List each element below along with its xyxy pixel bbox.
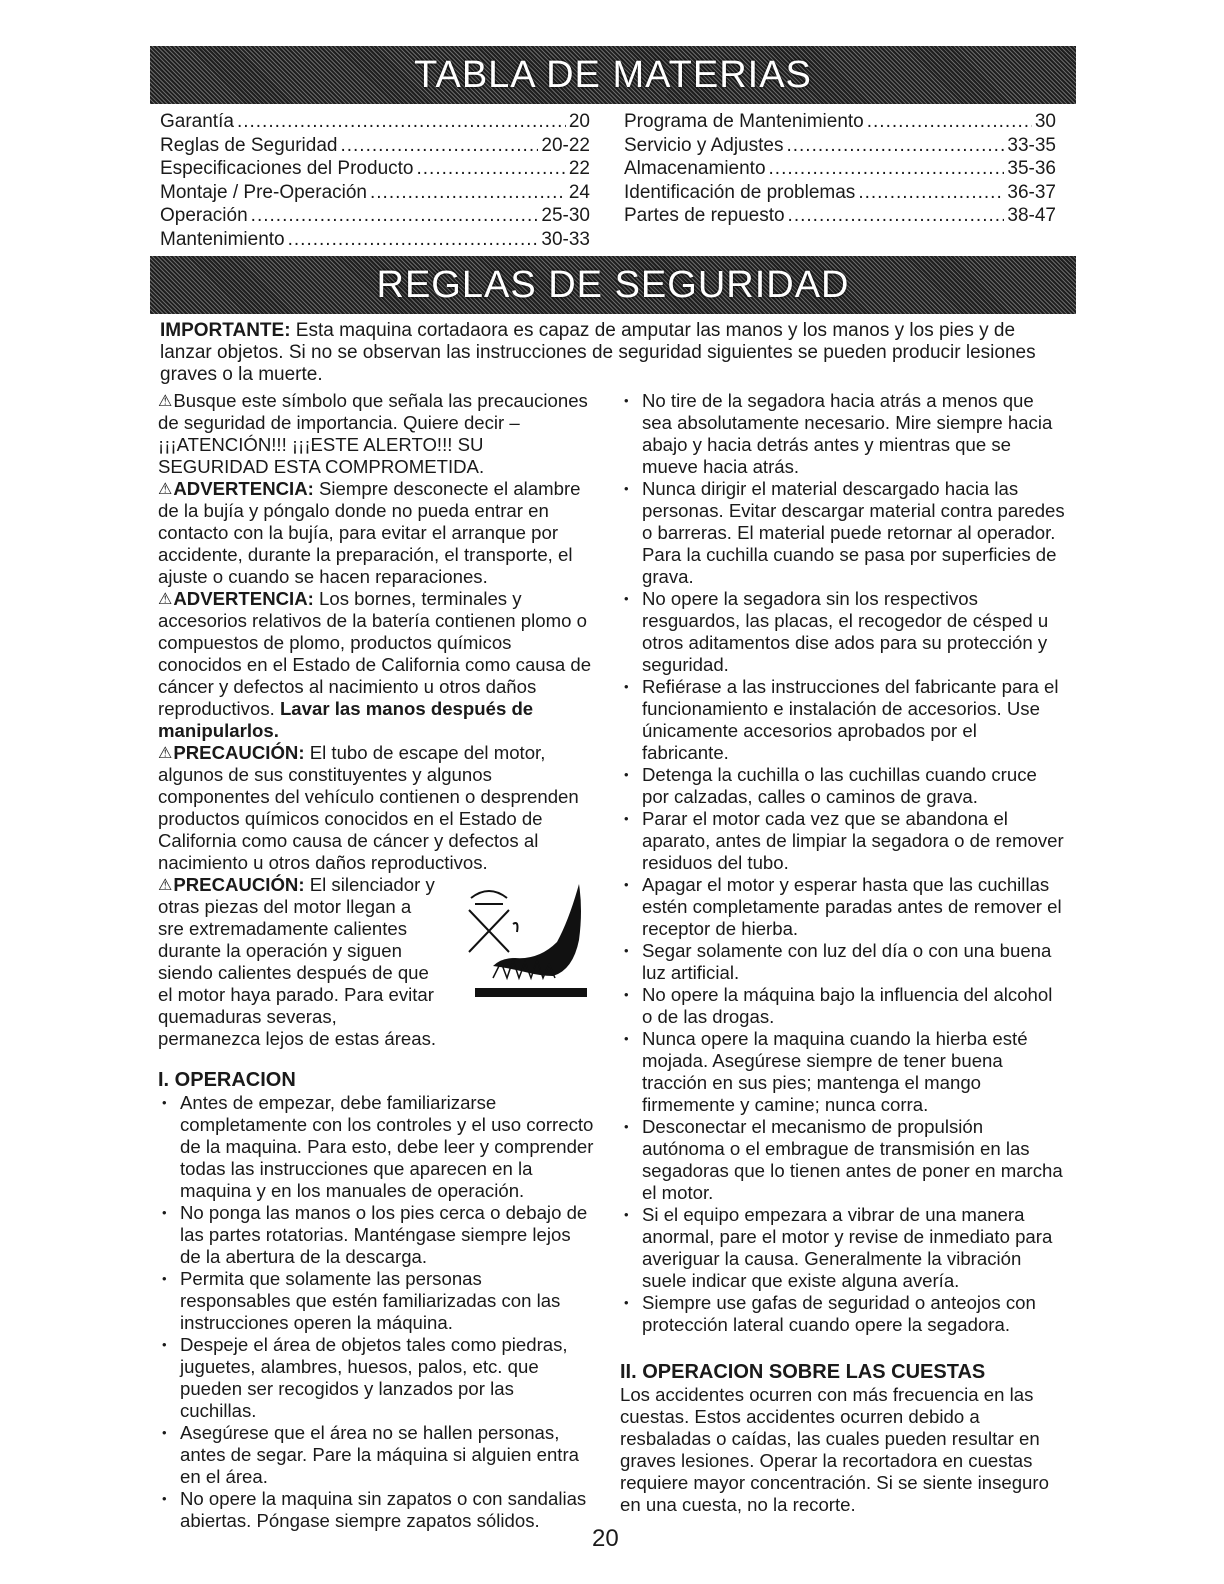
warning-battery: ⚠ADVERTENCIA: Los bornes, terminales y accesorios relativos de la batería contienen plomo o compuestos de plomo, productos químicos conocidos en el Estado de California como causa de cáncer y defectos al nacimiento u otros daños reproductivos. Lavar las manos después de manipularlos. [158,588,592,741]
list-item: • No opere la maquina sin zapatos o con sandalias abiertas. Póngase siempre zapatos sólidos. [158,1488,594,1532]
list-item: • Siempre use gafas de seguridad o anteojos con protección lateral cuando opere la segadora. [620,1292,1066,1336]
list-item: • No tire de la segadora hacia atrás a menos que sea absolutamente necesario. Mire siempre hacia abajo y hacia detrás antes y mientras que se mueve hacia atrás. [620,390,1066,478]
list-item: • Refiérase a las instrucciones del fabricante para el funcionamiento e instalación de accesorios. Use únicamente accesorios aprobados por el fabricante. [620,676,1066,764]
important-notice: IMPORTANTE: Esta maquina cortadaora es capaz de amputar las manos y los manos y los pies y de lanzar objetos. Si no se observan las instrucciones de seguridad siguientes se pueden producir lesiones graves o la muerte. [160,320,1036,385]
list-item: • Permita que solamente las personas responsables que estén familiarizadas con las instrucciones operen la máquina. [158,1268,594,1334]
toc-entry: Servicio y Adjustes ..... 33-35 [624,134,1056,158]
warning-triangle-icon: ⚠ [158,591,173,608]
warning-triangle-icon: ⚠ [158,481,173,498]
list-item: • Desconectar el mecanismo de propulsión autónoma o el embrague de transmisión en las segadoras que lo tienen antes de poner en marcha el motor. [620,1116,1066,1204]
list-item: • No opere la segadora sin los respectivos resguardos, las placas, el recogedor de césped u otros aditamentos dise ados para su protección y seguridad. [620,588,1066,676]
hot-surface-hand-icon [453,880,593,1008]
operacion-list-continued [620,390,1066,1336]
warning-spark-plug: ⚠ADVERTENCIA: Siempre desconecte el alambre de la bujía y póngalo donde no pueda entrar en contacto con la bujía, para evitar el arranque por accidente, durante la preparación, el transporte, el ajuste o cuando se hacen reparaciones. [158,478,581,587]
list-item: • Si el equipo empezara a vibrar de una manera anormal, pare el motor y revise de inmediato para averiguar la causa. Generalmente la vibración suele indicar que existe alguna avería. [620,1204,1066,1292]
section-heading-cuestas: II. OPERACION SOBRE LAS CUESTAS [620,1361,986,1383]
page-number: 20 [592,1525,619,1552]
operacion-list [158,1092,594,1532]
toc-entry: Reglas de Seguridad ..... 20-22 [160,134,590,158]
toc-entry: Montaje / Pre-Operación ..... 24 [160,181,590,205]
list-item: • Nunca dirigir el material descargado hacia las personas. Evitar descargar material contra paredes o barreras. El material puede retornar al operador. Para la cuchilla cuando se pasa por superficies de grava. [620,478,1066,588]
toc-entry: Garantía ..... 20 [160,110,590,134]
cuestas-paragraph: Los accidentes ocurren con más frecuencia en las cuestas. Estos accidentes ocurren debido a resbaladas o caídas, las cuales pueden resultar en graves lesiones. Operar la recortadora en cuestas requiere mayor concentración. Si se siente inseguro en una cuesta, no la recorte. [620,1384,1049,1515]
toc-entry: Partes de repuesto ..... 38-47 [624,204,1056,228]
list-item: • Detenga la cuchilla o las cuchillas cuando cruce por calzadas, calles o caminos de grava. [620,764,1066,808]
toc-entry: Mantenimiento ..... 30-33 [160,228,590,252]
list-item: • No opere la máquina bajo la influencia del alcohol o de las drogas. [620,984,1066,1028]
symbol-explanation: ⚠Busque este símbolo que señala las precauciones de seguridad de importancia. Quiere decir – ¡¡¡ATENCIÓN!!! ¡¡¡ESTE ALERTO!!! SU SEGURIDAD ESTA COMPROMETIDA. [158,390,588,477]
list-item: • Despeje el área de objetos tales como piedras, juguetes, alambres, huesos, palos, etc. que pueden ser recogidos y lanzados por las cuchillas. [158,1334,594,1422]
caution-exhaust: ⚠PRECAUCIÓN: El tubo de escape del motor, algunos de sus constituyentes y algunos componentes del vehículo contienen o desprenden productos químicos conocidos en el Estado de California como causa de cáncer y defectos al nacimiento u otros daños reproductivos. [158,742,579,873]
warning-triangle-icon: ⚠ [158,877,173,894]
toc-entry: Programa de Mantenimiento ..... 30 [624,110,1056,134]
list-item: • Segar solamente con luz del día o con una buena luz artificial. [620,940,1066,984]
warning-triangle-icon: ⚠ [158,393,173,410]
warning-triangle-icon: ⚠ [158,745,173,762]
right-column [620,390,1066,1516]
safety-title: REGLAS DE SEGURIDAD [376,263,850,306]
toc-entry: Especificaciones del Producto ..... 22 [160,157,590,181]
list-item: • Nunca opere la maquina cuando la hierba esté mojada. Asegúrese siempre de tener buena tracción en sus pies; mantenga el mango firmemente y camine; nunca corra. [620,1028,1066,1116]
toc-entry: Identificación de problemas ..... 36-37 [624,181,1056,205]
left-column [158,390,594,1532]
toc-right-column [624,110,1056,228]
list-item: • Parar el motor cada vez que se abandona el aparato, antes de limpiar la segadora o de remover residuos del tubo. [620,808,1066,874]
toc-banner [150,46,1076,104]
toc-title: TABLA DE MATERIAS [414,53,812,96]
list-item: • Antes de empezar, debe familiarizarse completamente con los controles y el uso correcto de la maquina. Para esto, debe leer y comprender todas las instrucciones que aparecen en la maquina y en los manuales de operación. [158,1092,594,1202]
toc-entry: Almacenamiento ..... 35-36 [624,157,1056,181]
list-item: • Apagar el motor y esperar hasta que las cuchillas estén completamente paradas antes de remover el receptor de hierba. [620,874,1066,940]
safety-banner [150,256,1076,314]
list-item: • Asegúrese que el área no se hallen personas, antes de segar. Pare la máquina si alguien entra en el área. [158,1422,594,1488]
section-heading-operacion: I. OPERACION [158,1069,296,1091]
toc-left-column [160,110,590,252]
caution-hot-muffler: ⚠PRECAUCIÓN: El silenciador y otras piezas del motor llegan a sre extremadamente calientes durante la operación y siguen siendo calientes después de que el motor haya parado. Para evitar quemaduras severas, permanezca lejos de estas áreas. [158,874,594,1050]
list-item: • No ponga las manos o los pies cerca o debajo de las partes rotatorias. Manténgase siempre lejos de la abertura de la descarga. [158,1202,594,1268]
toc-entry: Operación ..... 25-30 [160,204,590,228]
